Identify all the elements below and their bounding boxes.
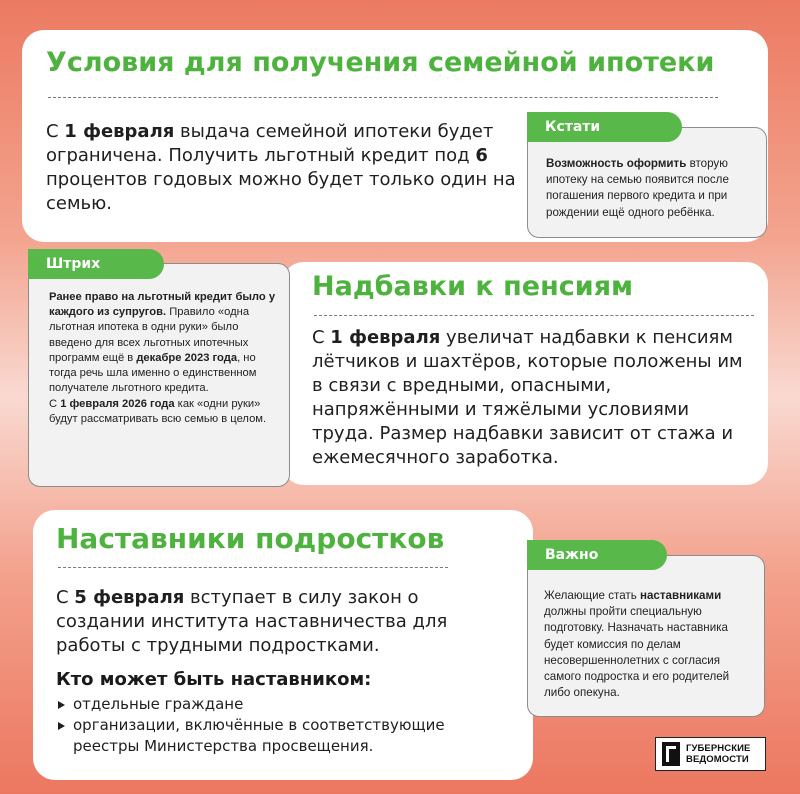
note-vazhno: Желающие стать наставниками должны пройти специальную подготовку. Назначать наставника будет комиссия по делам несовершеннолетних с согласия самого подростка и его родителей либо опекуна.	[527, 555, 765, 717]
note-kstati-bold: Возможность оформить	[546, 157, 687, 170]
list-item: отдельные граждане	[56, 694, 506, 715]
mentors-title: Наставники подростков	[56, 522, 445, 555]
pensions-divider	[314, 315, 754, 316]
note-kstati	[527, 127, 767, 238]
list-item: организации, включённые в соответствующие реестры Министерства просвещения.	[56, 715, 506, 757]
logo-text: ГУБЕРНСКИЕ ВЕДОМОСТИ	[686, 743, 751, 765]
mentors-divider	[58, 567, 448, 568]
tag-shtrih: Штрих	[28, 249, 164, 279]
tag-kstati: Кстати	[527, 112, 682, 142]
mortgage-title: Условия для получения семейной ипотеки	[46, 47, 715, 78]
tag-vazhno: Важно	[527, 540, 667, 570]
mortgage-divider	[48, 97, 718, 98]
note-shtrih: Ранее право на льготный кредит было у каждого из супругов. Правило «одна льготная ипотека в одни руки» было введено для всех льготных ипотечных программ ещё в декабре 2023 года, но тогда речь шла именно о единственном получателе льготного кредита. С 1 февраля 2026 года как «одни руки» будут рассматривать всю семью в целом.	[28, 263, 290, 487]
mentors-text: С 5 февраля вступает в силу закон о создании института наставничества для работы с трудными подростками.	[56, 587, 448, 656]
pensions-text: С 1 февраля увеличат надбавки к пенсиям лётчиков и шахтёров, которые положены им в связи с вредными, опасными, напряжёнными и тяжёлыми условиями труда. Размер надбавки зависит от стажа и ежемесячного заработка.	[312, 327, 743, 468]
publisher-logo	[655, 737, 766, 771]
mortgage-text: С 1 февраля выдача семейной ипотеки будет ограничена. Получить льготный кредит под 6 процентов годовых можно будет только один на семью.	[46, 121, 516, 214]
mentors-who-heading: Кто может быть наставником:	[56, 669, 372, 690]
mentors-list	[56, 694, 506, 757]
pensions-title: Надбавки к пенсиям	[312, 271, 634, 302]
logo-mark-icon	[662, 742, 680, 766]
note-kstati-text: вторую ипотеку на семью появится после погашения первого кредита и при рождении ещё одного ребёнка.	[546, 157, 729, 219]
note-shtrih-bold: Ранее право на льготный кредит было у каждого из супругов.	[49, 291, 276, 319]
note-vazhno-bold: наставниками	[639, 589, 722, 602]
